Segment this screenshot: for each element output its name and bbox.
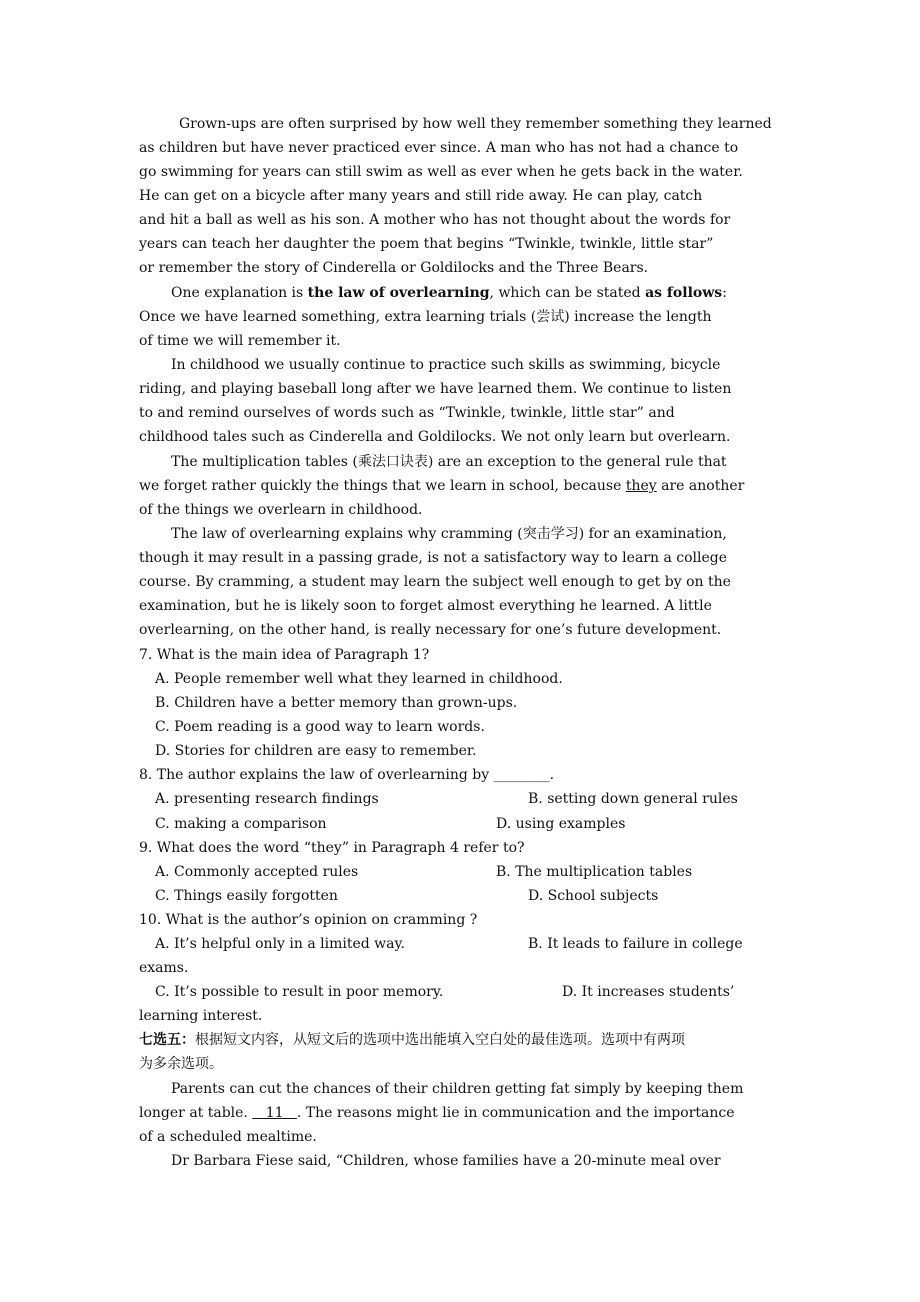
- p4-line-3: of the things we overlearn in childhood.: [139, 502, 423, 518]
- p5-line-4: examination, but he is likely soon to forget almost everything he learned. A little: [139, 598, 712, 614]
- q9-option-d: D. School subjects: [528, 888, 659, 904]
- p2-line-2: Once we have learned something, extra learning trials (尝试) increase the length: [139, 309, 712, 325]
- q10-option-d: D. It increases students’: [562, 984, 735, 1000]
- q10-option-d-cont: learning interest.: [139, 1008, 263, 1024]
- q9-option-c: C. Things easily forgotten: [155, 888, 338, 904]
- p5-line-1: The law of overlearning explains why cramming (突击学习) for an examination,: [171, 526, 727, 542]
- p1-line-3: go swimming for years can still swim as well as ever when he gets back in the water.: [139, 164, 743, 180]
- passage2-line-1: Parents can cut the chances of their children getting fat simply by keeping them: [171, 1081, 744, 1097]
- passage2-line-2-pre: longer at table.: [139, 1105, 253, 1121]
- passage2-line-3: of a scheduled mealtime.: [139, 1129, 317, 1145]
- q8-option-a: A. presenting research findings: [155, 791, 379, 807]
- q9-option-a: A. Commonly accepted rules: [155, 864, 359, 880]
- p2-mid: , which can be stated: [489, 285, 646, 301]
- q7-option-b: B. Children have a better memory than grown-ups.: [155, 695, 518, 711]
- p5-line-3: course. By cramming, a student may learn the subject well enough to get by on the: [139, 574, 731, 590]
- p1-line-2: as children but have never practiced ever since. A man who has not had a chance to: [139, 140, 739, 156]
- p3-line-2: riding, and playing baseball long after we have learned them. We continue to listen: [139, 381, 732, 397]
- p1-line-5: and hit a ball as well as his son. A mother who has not thought about the words for: [139, 212, 731, 228]
- p1-line-4: He can get on a bicycle after many years and still ride away. He can play, catch: [139, 188, 703, 204]
- p2-bold-follows: as follows: [645, 285, 723, 301]
- q8-stem: 8. The author explains the law of overlearning by ________.: [139, 767, 555, 783]
- section-instruction: 根据短文内容，从短文后的选项中选出能填入空白处的最佳选项。选项中有两项: [195, 1032, 685, 1048]
- p1-line-6: years can teach her daughter the poem that begins “Twinkle, twinkle, little star”: [139, 236, 714, 252]
- p4-line-2-post: are another: [656, 478, 745, 494]
- q9-stem: 9. What does the word “they” in Paragraph 4 refer to?: [139, 840, 525, 856]
- p1-line-7: or remember the story of Cinderella or Goldilocks and the Three Bears.: [139, 260, 649, 276]
- p4-line-2: [139, 474, 744, 498]
- p2-post: :: [722, 285, 727, 301]
- p1-line-1: Grown-ups are often surprised by how well they remember something they learned: [179, 116, 772, 132]
- q7-option-a: A. People remember well what they learned in childhood.: [155, 671, 563, 687]
- section-heading: [139, 1028, 685, 1052]
- q10-option-b: B. It leads to failure in college: [528, 936, 743, 952]
- q7-option-d: D. Stories for children are easy to remember.: [155, 743, 477, 759]
- p4-underlined-they: they: [625, 478, 657, 494]
- p5-line-5: overlearning, on the other hand, is really necessary for one’s future development.: [139, 622, 722, 638]
- p2-bold-law: the law of overlearning: [307, 285, 490, 301]
- q10-stem: 10. What is the author’s opinion on cramming ?: [139, 912, 478, 928]
- p2-pre: One explanation is: [171, 285, 308, 301]
- q10-option-c: C. It’s possible to result in poor memory.: [155, 984, 444, 1000]
- section-instruction-2: 为多余选项。: [139, 1056, 223, 1072]
- section-label: 七选五：: [139, 1032, 195, 1048]
- passage2-line-4: Dr Barbara Fiese said, “Children, whose families have a 20-minute meal over: [171, 1153, 721, 1169]
- p3-line-1: In childhood we usually continue to practice such skills as swimming, bicycle: [171, 357, 721, 373]
- q7-option-c: C. Poem reading is a good way to learn words.: [155, 719, 485, 735]
- q7-stem: 7. What is the main idea of Paragraph 1?: [139, 647, 430, 663]
- q10-option-a: A. It’s helpful only in a limited way.: [155, 936, 406, 952]
- passage2-line-2: [139, 1101, 735, 1125]
- p3-line-3: to and remind ourselves of words such as “Twinkle, twinkle, little star” and: [139, 405, 675, 421]
- p4-line-1: The multiplication tables (乘法口诀表) are an exception to the general rule that: [171, 454, 727, 470]
- p4-line-2-pre: we forget rather quickly the things that we learn in school, because: [139, 478, 626, 494]
- p2-line-1: [171, 281, 727, 305]
- p3-line-4: childhood tales such as Cinderella and Goldilocks. We not only learn but overlearn.: [139, 429, 731, 445]
- q10-option-b-cont: exams.: [139, 960, 189, 976]
- blank-11: 11: [252, 1105, 297, 1121]
- q8-option-b: B. setting down general rules: [528, 791, 738, 807]
- q8-option-c: C. making a comparison: [155, 816, 327, 832]
- p5-line-2: though it may result in a passing grade, is not a satisfactory way to learn a college: [139, 550, 727, 566]
- q8-option-d: D. using examples: [496, 816, 626, 832]
- p2-line-3: of time we will remember it.: [139, 333, 341, 349]
- q9-option-b: B. The multiplication tables: [496, 864, 693, 880]
- passage2-line-2-post: . The reasons might lie in communication and the importance: [296, 1105, 735, 1121]
